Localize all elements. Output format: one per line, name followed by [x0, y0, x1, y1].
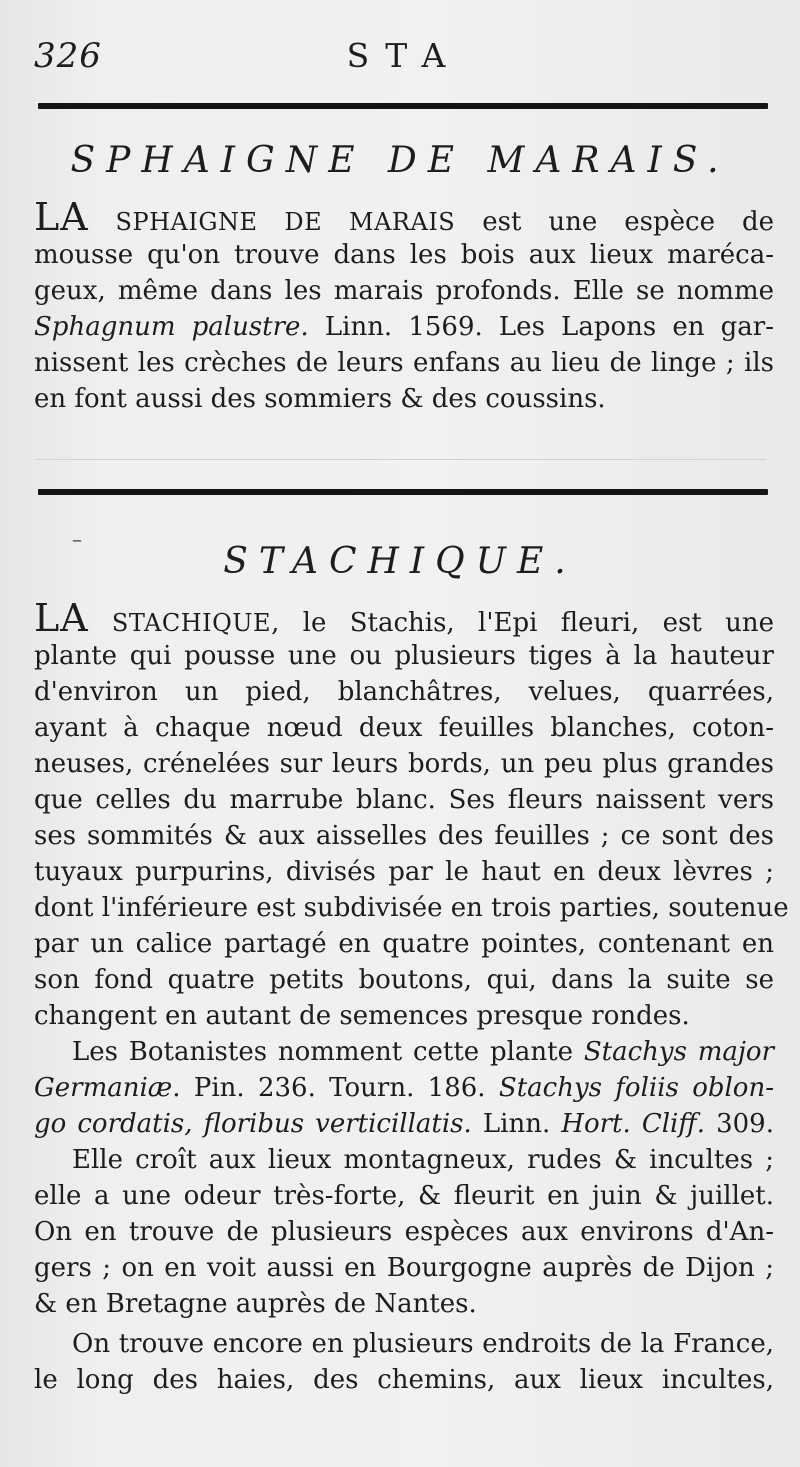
latin-name: Stachys major	[583, 1037, 775, 1067]
text-line: mousse qu'on trouve dans les bois aux lieux maréca-	[34, 240, 774, 270]
text-run: Linn. 1569. Les Lapons en gar-	[308, 312, 774, 342]
text-line: & en Bretagne auprès de Nantes.	[34, 1289, 477, 1319]
text-line: ayant à chaque nœud deux feuilles blanches, coton-	[34, 713, 774, 743]
text-line: changent en autant de semences presque rondes.	[34, 1001, 690, 1031]
page-number: 326	[34, 36, 102, 76]
text-line: On en trouve de plusieurs espèces aux environs d'An-	[34, 1217, 774, 1247]
text-line: le long des haies, des chemins, aux lieux incultes,	[34, 1365, 774, 1395]
top-rule	[38, 103, 768, 109]
text-run: , le Stachis, l'Epi fleuri, est une	[271, 608, 775, 638]
text-line	[34, 1071, 774, 1105]
text-run: est une espèce de	[455, 207, 775, 237]
latin-name: Hort. Cliff.	[561, 1109, 706, 1139]
latin-name: Germaniæ	[34, 1073, 173, 1103]
text-line: nissent les crèches de leurs enfans au lieu de linge ; ils	[34, 348, 774, 378]
text-line	[34, 1107, 774, 1141]
running-head	[0, 28, 800, 88]
text-run: 309.	[705, 1109, 774, 1139]
latin-name: Sphagnum palustre.	[34, 312, 309, 342]
headword: STACHIQUE	[88, 609, 272, 637]
latin-name: Stachys foliis oblon-	[498, 1073, 774, 1103]
text-run: Linn.	[471, 1109, 562, 1139]
text-line: neuses, crénelées sur leurs bords, un peu plus grandes	[34, 749, 774, 779]
text-run: . Pin. 236. Tourn. 186.	[172, 1073, 499, 1103]
section-rule	[38, 489, 768, 495]
text-line	[34, 596, 775, 640]
text-line	[72, 1035, 774, 1069]
text-line: gers ; on en voit aussi en Bourgogne auprès de Dijon ;	[34, 1253, 774, 1283]
text-line: son fond quatre petits boutons, qui, dans la suite se	[34, 965, 774, 995]
text-line: dont l'inférieure est subdivisée en trois parties, soutenue	[34, 893, 789, 923]
text-run: Les Botanistes nomment cette plante	[72, 1037, 584, 1067]
running-title: STA	[346, 36, 462, 75]
drop-cap: LA	[34, 596, 89, 640]
text-line: que celles du marrube blanc. Ses fleurs naissent vers	[34, 785, 774, 815]
text-line: en font aussi des sommiers & des coussins.	[34, 384, 606, 414]
text-line: par un calice partagé en quatre pointes, contenant en	[34, 929, 774, 959]
text-line: On trouve encore en plusieurs endroits de la France,	[72, 1329, 774, 1359]
text-line	[34, 310, 774, 344]
text-line: d'environ un pied, blanchâtres, velues, quarrées,	[34, 677, 774, 707]
text-line: ses sommités & aux aisselles des feuilles ; ce sont des	[34, 821, 774, 851]
text-line: Elle croît aux lieux montagneux, rudes & incultes ;	[72, 1145, 774, 1175]
latin-name: go cordatis, floribus verticillatis.	[34, 1109, 472, 1139]
text-line: tuyaux purpurins, divisés par le haut en deux lèvres ;	[34, 857, 774, 887]
article-title-stachique: STACHIQUE.	[223, 541, 577, 582]
faint-divider	[36, 459, 766, 460]
article-title-sphaigne: SPHAIGNE DE MARAIS.	[70, 140, 730, 181]
text-line: plante qui pousse une ou plusieurs tiges à la hauteur	[34, 641, 774, 671]
text-line	[34, 195, 775, 239]
margin-mark: –	[72, 527, 82, 551]
text-line: geux, même dans les marais profonds. Elle se nomme	[34, 276, 774, 306]
text-line: elle a une odeur très-forte, & fleurit en juin & juillet.	[34, 1181, 774, 1211]
headword: SPHAIGNE DE MARAIS	[88, 208, 456, 236]
drop-cap: LA	[34, 195, 89, 239]
